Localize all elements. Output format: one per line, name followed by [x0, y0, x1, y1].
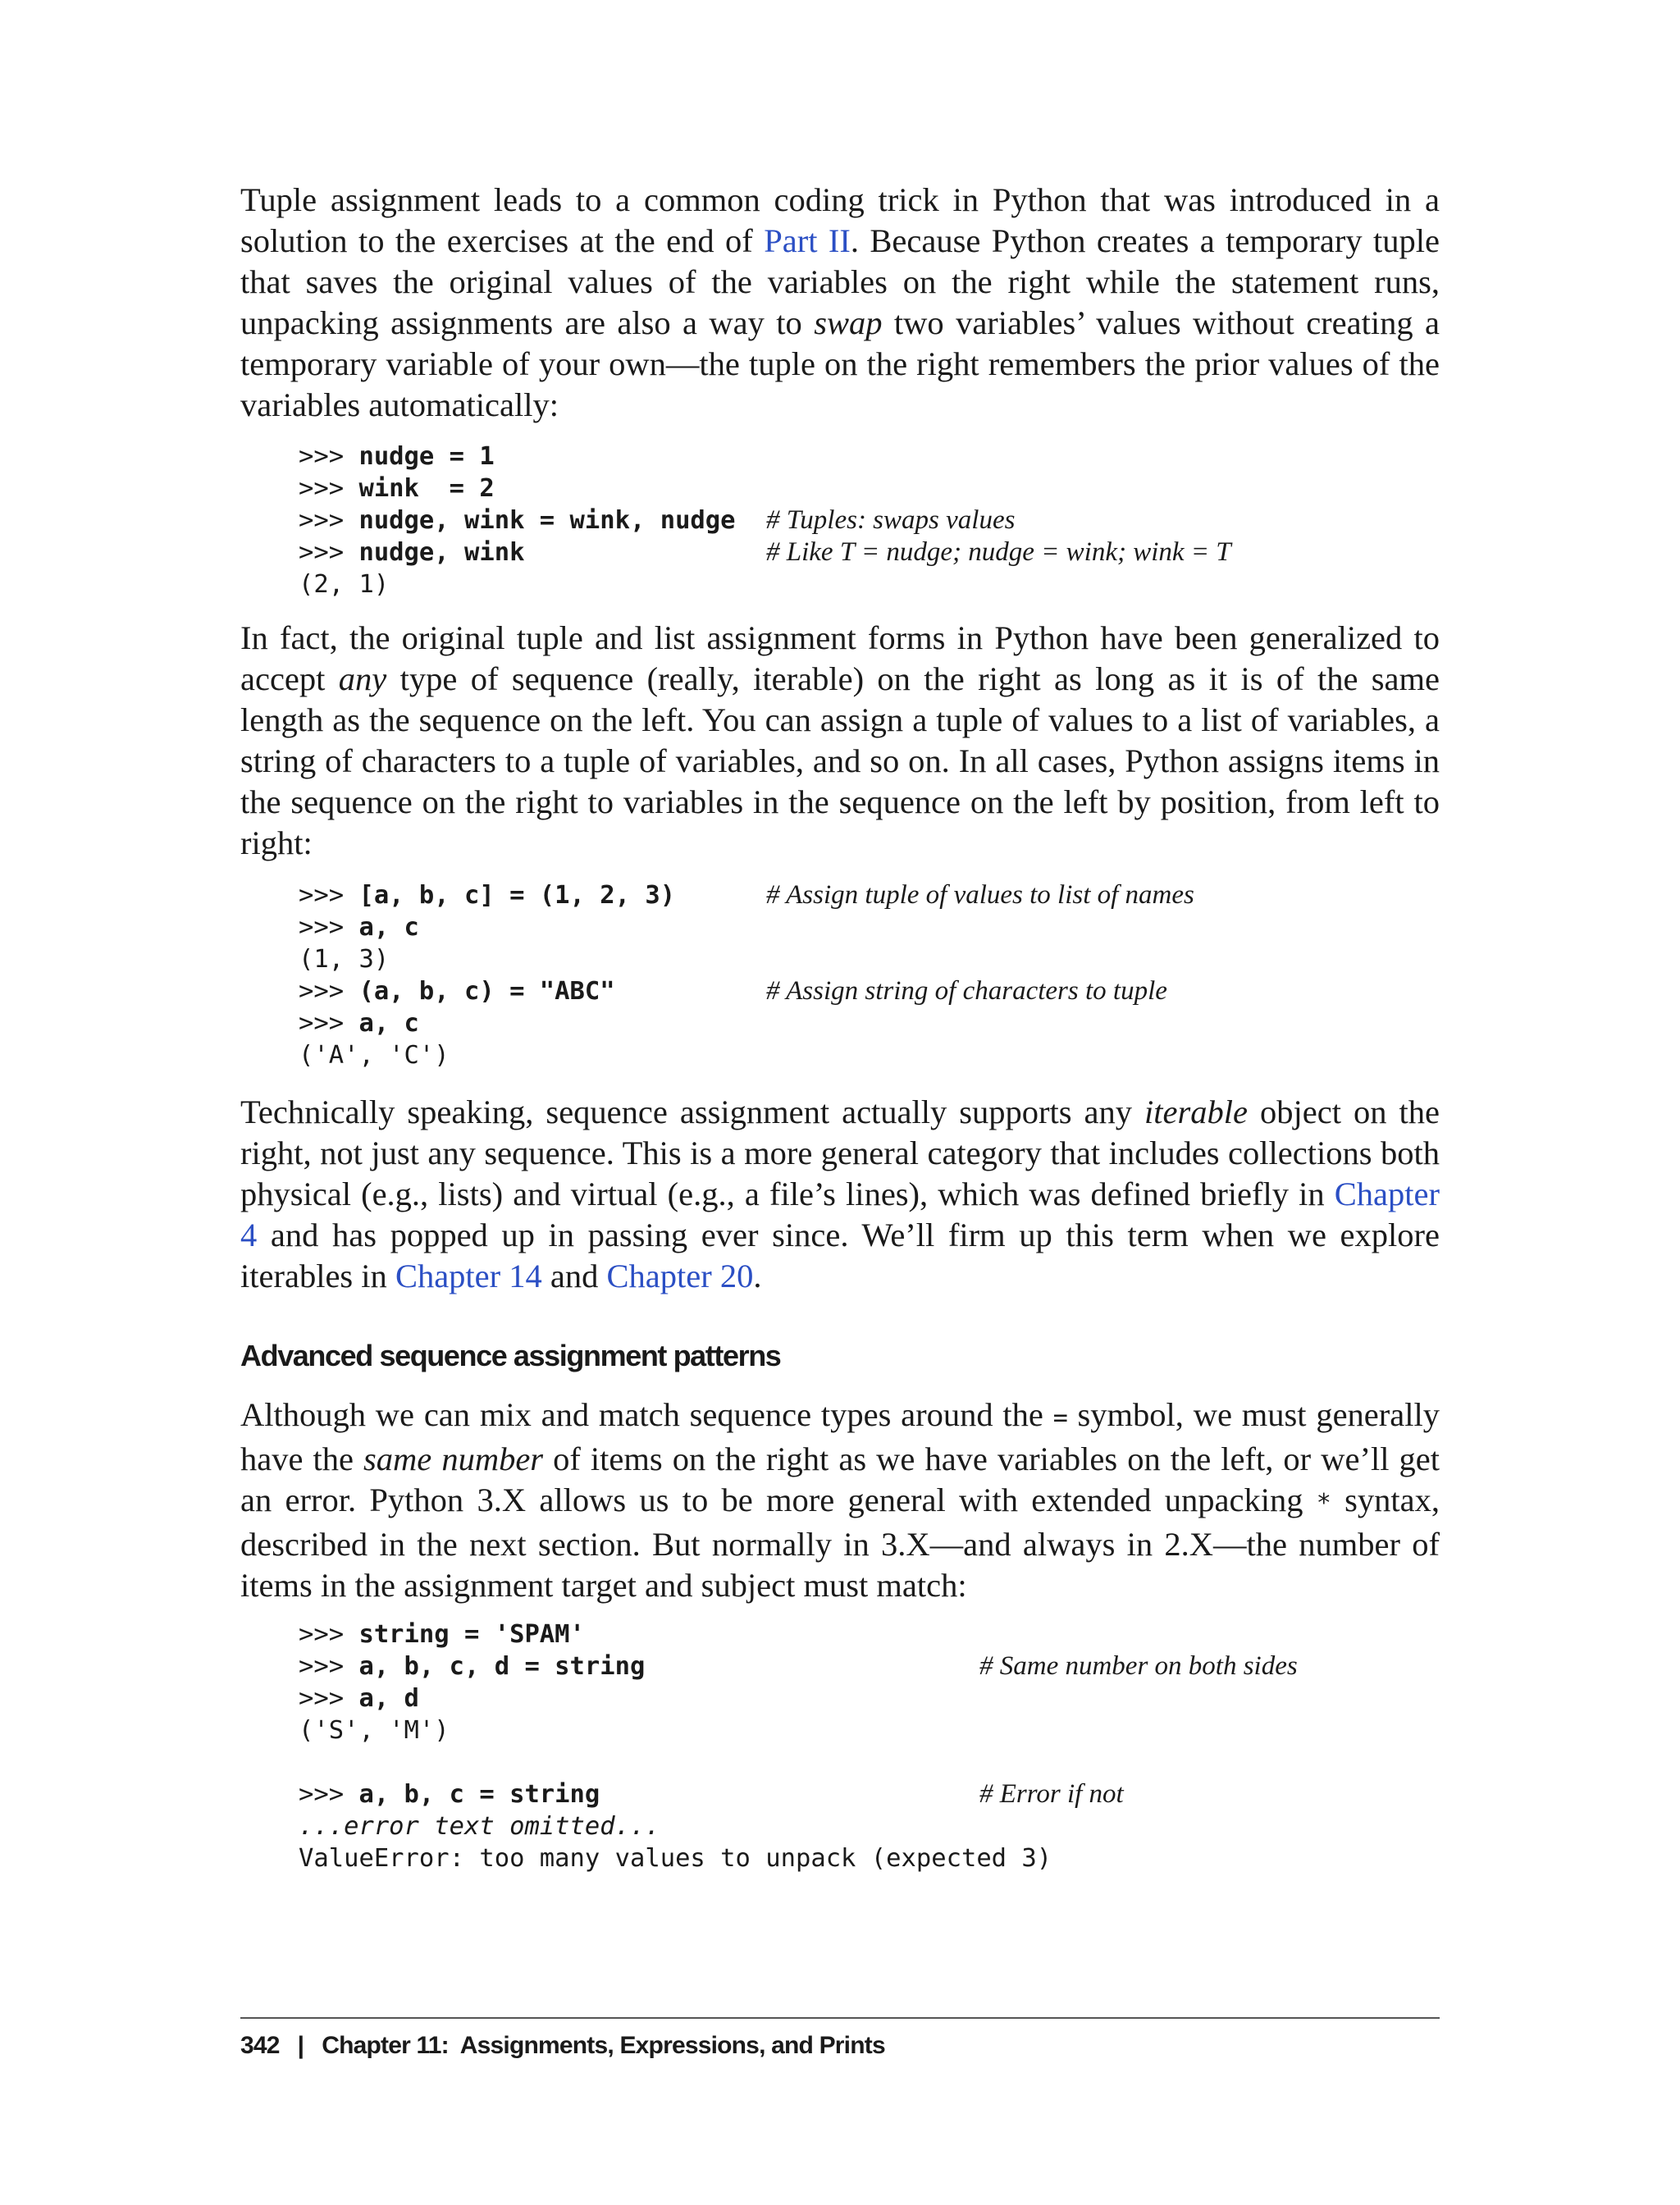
footer-rule — [240, 2017, 1440, 2019]
code-prompt: >>> — [299, 1620, 359, 1649]
code-line — [299, 1842, 1052, 1874]
code-command: a, d — [358, 1684, 419, 1713]
code-output: (1, 3) — [299, 945, 390, 974]
link-chapter-14[interactable]: Chapter 14 — [395, 1258, 542, 1294]
section-heading: Advanced sequence assignment patterns — [240, 1339, 781, 1372]
footer-separator: | — [297, 2032, 304, 2059]
paragraph-tuple-assignment — [240, 180, 1440, 426]
emphasis-any: any — [338, 660, 387, 697]
emphasis-swap: swap — [814, 304, 883, 341]
text-run: syntax, described in the next section. But normally in 3.X—and always in 2.X—the number of items in the assignment target and subject must match: — [240, 1481, 1440, 1604]
code-block-unpack-error — [299, 1618, 1298, 1874]
paragraph-advanced-patterns — [240, 1395, 1440, 1606]
text-run: and has popped up in passing ever since. We’ll firm up this term when we explore iterables in — [240, 1217, 1440, 1294]
code-prompt: >>> — [299, 442, 359, 471]
code-line — [299, 975, 1167, 1007]
text-run: two variables’ values without creating a temporary variable of your own—the tuple on the right remembers the prior values of the variables automatically: — [240, 304, 1440, 423]
code-prompt: >>> — [299, 506, 359, 535]
text-run: Although we can mix and match sequence types around the — [240, 1396, 1053, 1433]
inline-code-equals: = — [1052, 1404, 1068, 1432]
code-output: ValueError: too many values to unpack (expected 3) — [299, 1844, 1052, 1873]
link-part-ii[interactable]: Part II — [764, 222, 851, 259]
code-line — [299, 1618, 1052, 1650]
link-chapter-4[interactable]: Chapter 4 — [240, 1176, 1440, 1253]
code-line — [299, 1650, 1298, 1682]
code-command: string = 'SPAM' — [358, 1620, 585, 1649]
code-command: nudge, wink — [358, 538, 525, 567]
code-line — [299, 943, 675, 975]
code-line — [299, 472, 736, 504]
code-line — [299, 568, 736, 600]
text-run: In fact, the original tuple and list assignment forms in Python have been generalized to accept — [240, 619, 1440, 697]
code-comment: # Assign string of characters to tuple — [766, 976, 1167, 1006]
code-prompt: >>> — [299, 881, 359, 910]
code-prompt: >>> — [299, 1009, 359, 1038]
code-comment: # Tuples: swaps values — [766, 505, 1016, 535]
code-line — [299, 504, 1016, 536]
code-comment: # Error if not — [979, 1779, 1124, 1809]
code-prompt: >>> — [299, 913, 359, 942]
page-number: 342 — [240, 2032, 280, 2059]
code-block-swap — [299, 441, 1231, 600]
code-line — [299, 1714, 1052, 1746]
paragraph-iterables — [240, 1092, 1440, 1297]
code-line — [299, 1039, 675, 1071]
inline-code-star: * — [1316, 1489, 1331, 1518]
code-prompt: >>> — [299, 1652, 359, 1681]
code-command: wink = 2 — [358, 474, 495, 503]
paragraph-generalized-assignment — [240, 618, 1440, 864]
code-output: ('A', 'C') — [299, 1041, 450, 1070]
code-command: a, b, c, d = string — [358, 1652, 646, 1681]
code-comment: # Assign tuple of values to list of names — [766, 880, 1194, 910]
code-prompt: >>> — [299, 977, 359, 1006]
code-command: nudge, wink = wink, nudge — [358, 506, 736, 535]
page-footer — [240, 2029, 885, 2062]
code-prompt: >>> — [299, 1780, 359, 1809]
code-output: ('S', 'M') — [299, 1716, 450, 1745]
code-command: (a, b, c) = "ABC" — [358, 977, 615, 1006]
code-line — [299, 879, 1194, 911]
code-command: a, c — [358, 1009, 419, 1038]
code-command: nudge = 1 — [358, 442, 495, 471]
text-run: type of sequence (really, iterable) on the right as long as it is of the same length as the sequence on the left. You can assign a tuple of values to a list of variables, a string of characters to a tuple of variables, and so on. In all cases, Python assigns items in the sequence on the right to variables in the sequence on the left by position, from left to right: — [240, 660, 1440, 861]
code-line — [299, 1746, 1052, 1778]
code-comment: # Like T = nudge; nudge = wink; wink = T — [766, 537, 1231, 567]
text-run: Tuple assignment leads to a common coding trick in Python that was introduced in a solution to the exercises at the end of — [240, 181, 1440, 259]
code-output: ...error text omitted... — [299, 1812, 660, 1841]
code-line — [299, 1682, 1052, 1714]
text-run: Technically speaking, sequence assignment actually supports any — [240, 1093, 1145, 1130]
text-run: . Because Python creates a temporary tuple that saves the original values of the variables on the right while the statement runs, unpacking assignments are also a way to — [240, 222, 1440, 341]
link-chapter-20[interactable]: Chapter 20 — [606, 1258, 754, 1294]
code-line — [299, 911, 675, 943]
code-prompt: >>> — [299, 474, 359, 503]
code-output: (2, 1) — [299, 570, 390, 599]
emphasis-iterable: iterable — [1144, 1093, 1249, 1130]
text-run: object on the right, not just any sequence. This is a more general category that includes collections both physical (e.g., lists) and virtual (e.g., a file’s lines), which was defined briefly in — [240, 1093, 1440, 1212]
code-line — [299, 1810, 1052, 1842]
chapter-title: Chapter 11: Assignments, Expressions, and Prints — [322, 2032, 885, 2059]
emphasis-same-number: same number — [363, 1440, 544, 1477]
text-run: of items on the right as we have variables on the left, or we’ll get an error. Python 3.X allows us to be more general with extended unpacking — [240, 1440, 1440, 1518]
code-comment: # Same number on both sides — [979, 1651, 1298, 1681]
code-prompt: >>> — [299, 538, 359, 567]
code-block-sequence-assign — [299, 879, 1194, 1071]
code-line — [299, 1778, 1124, 1810]
text-run: symbol, we must generally have the — [240, 1396, 1440, 1477]
code-line — [299, 536, 1231, 568]
text-run: . — [753, 1258, 762, 1294]
code-line — [299, 1007, 675, 1039]
code-command: [a, b, c] = (1, 2, 3) — [358, 881, 676, 910]
code-command: a, c — [358, 913, 419, 942]
code-command: a, b, c = string — [358, 1780, 600, 1809]
code-line — [299, 441, 736, 472]
code-prompt: >>> — [299, 1684, 359, 1713]
text-run: and — [541, 1258, 607, 1294]
